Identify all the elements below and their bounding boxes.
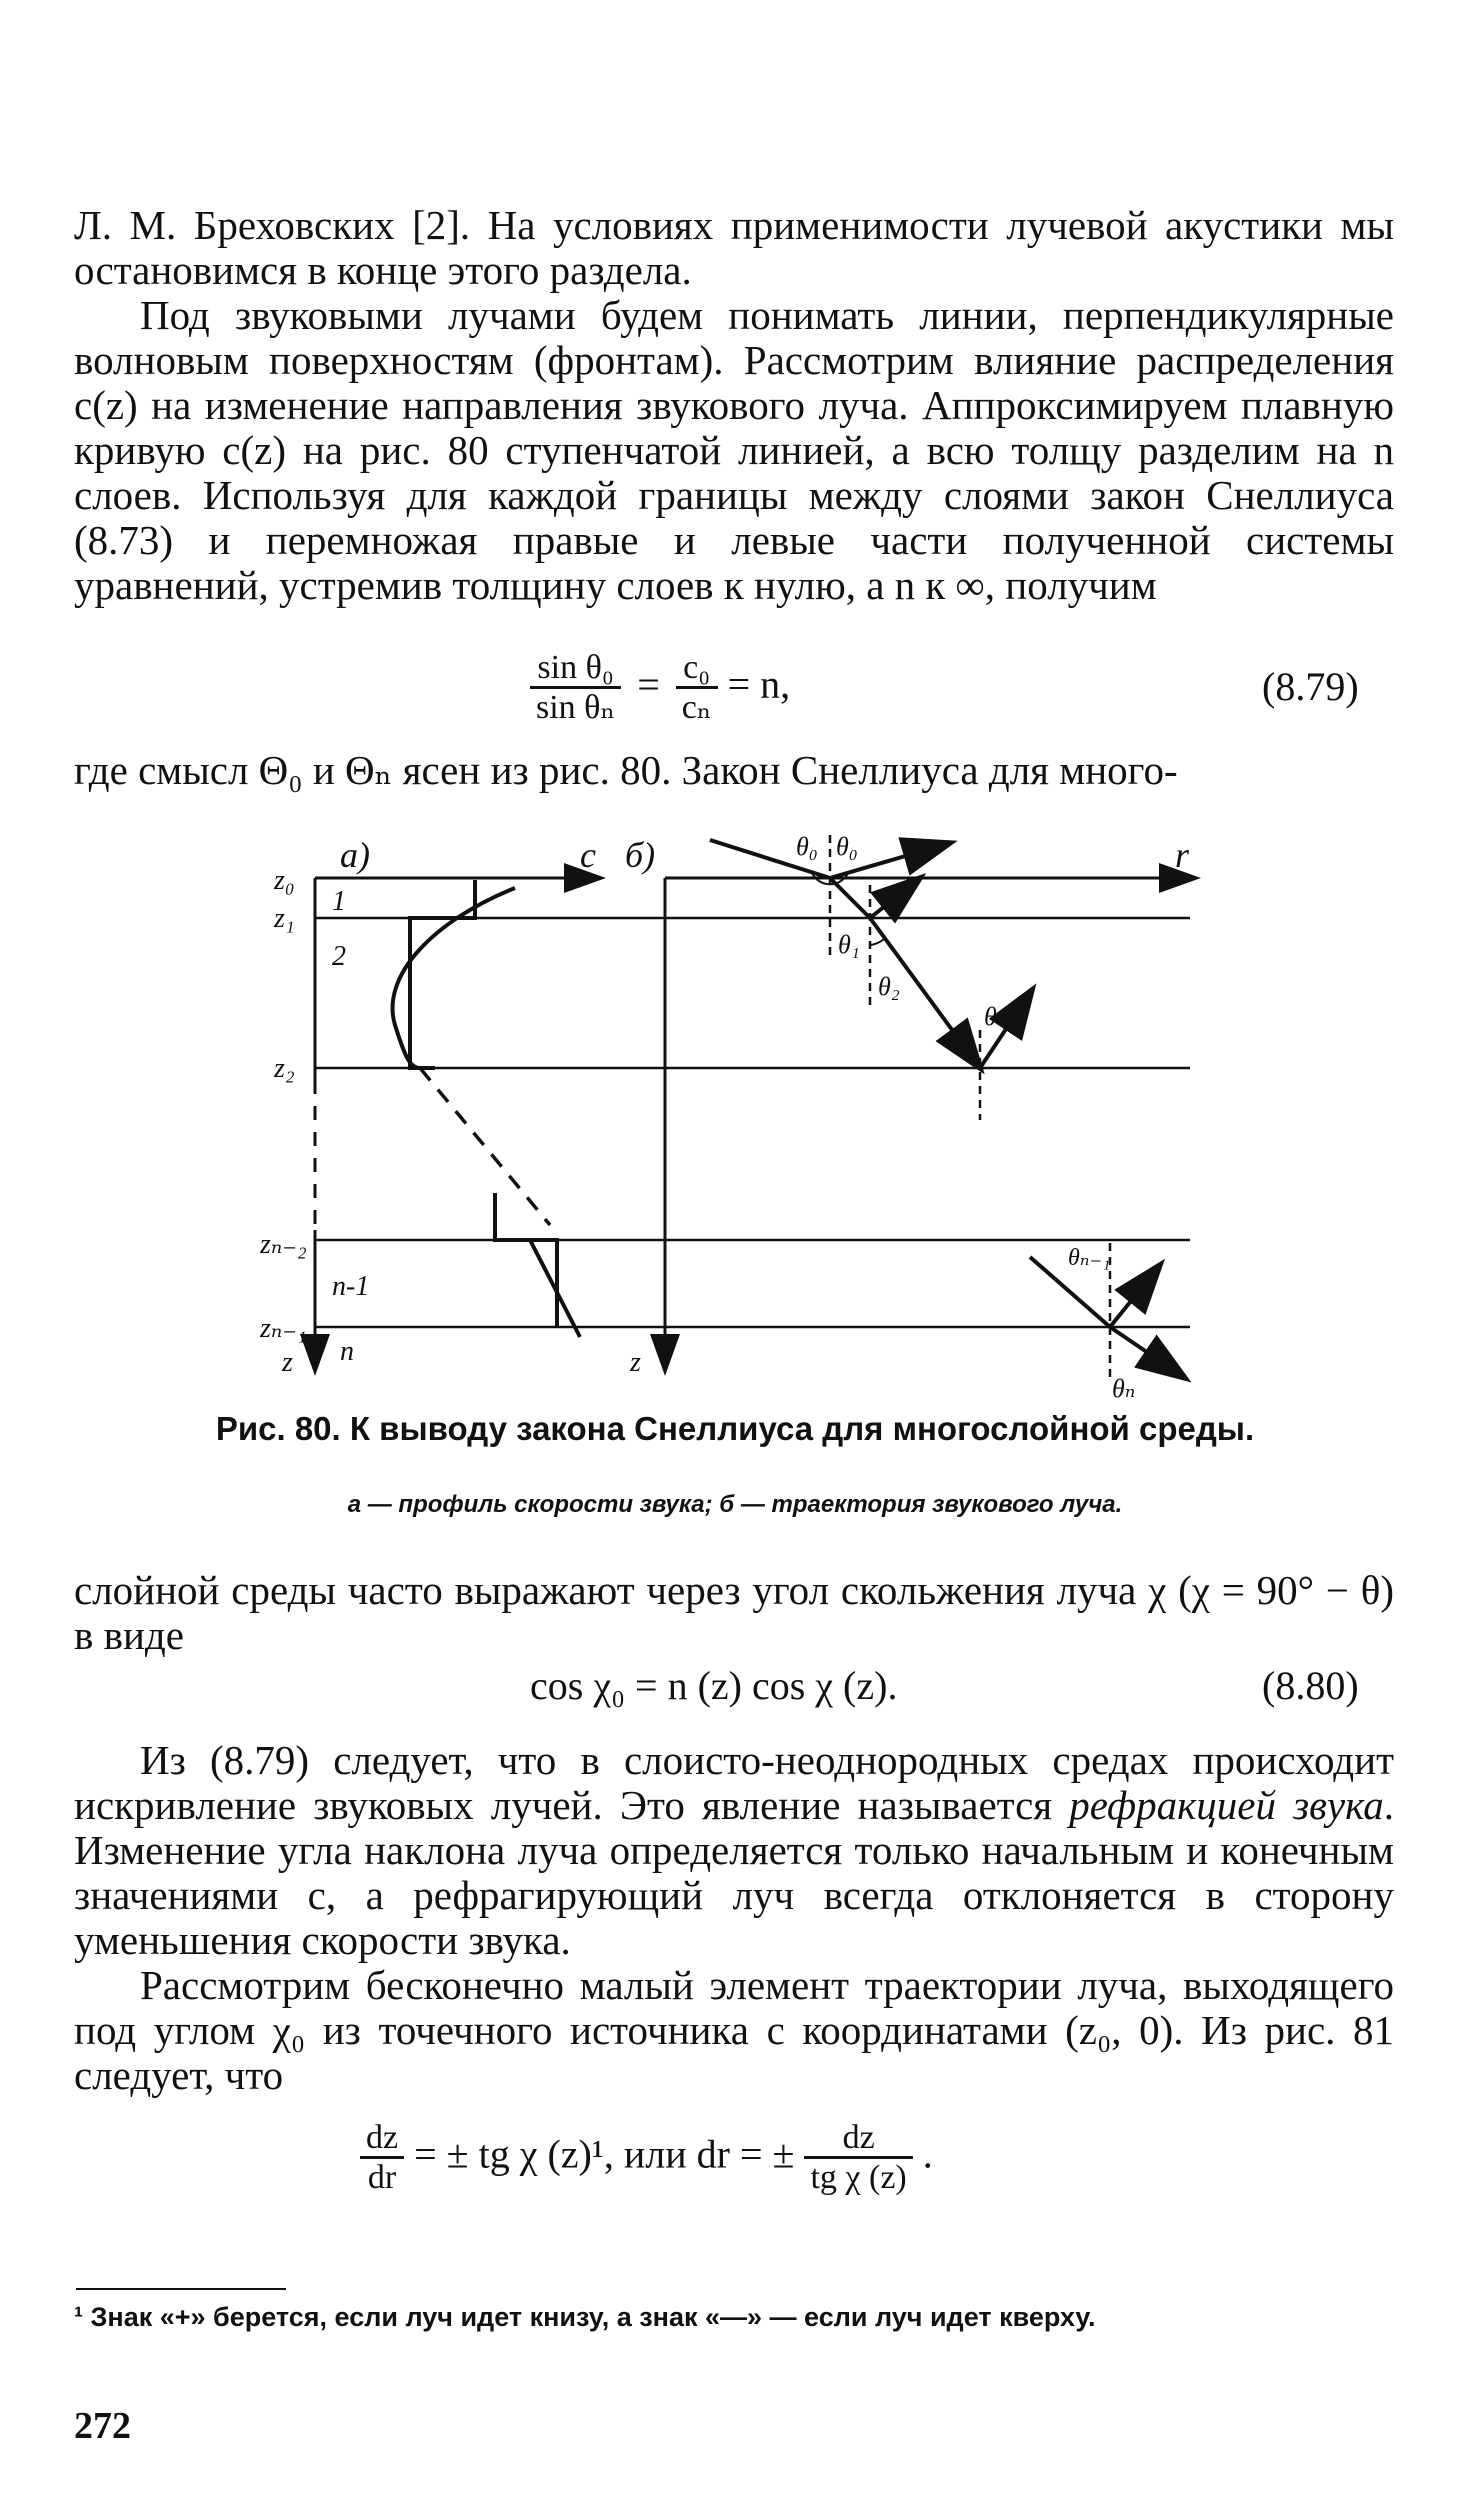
equation-8-79: $\frac{\text{sin θ₀}}{\text{sin θₙ}}$ = $\frac{\text{c₀}}{\text{cₙ}}$ = n, (530, 650, 790, 727)
label-z2: z₂ (274, 1053, 295, 1084)
step-profile-top (410, 880, 475, 1068)
paragraph-2: Под звуковыми лучами будем понимать линии, перпендикулярные волновым поверхностям (фронтам). Рассмотрим влияние распределения c(z) на изменение направления звукового луча. Аппроксимируем плавную кривую c(z) на рис. 80 ступенчатой линией, а всю толщу разделим на n слоев. Используя для каждой границы между слоями закон Снеллиуса (8.73) и перемножая правые и левые части полученной системы уравнений, устремив толщину слоев к нулю, а n к ∞, получим (74, 292, 1394, 608)
frac-numerator: sin θ₀ (530, 650, 621, 689)
ray-n-refracted (1110, 1327, 1185, 1378)
equation-number: (8.79) (1262, 664, 1359, 709)
reflected-ray-1 (870, 878, 920, 918)
equation-number-8-80: (8.80) (1262, 1663, 1359, 1708)
paragraph-3: где смысл Θ₀ и Θₙ ясен из рис. 80. Закон Снеллиуса для много- (74, 747, 1178, 793)
frac-numerator: c₀ (676, 650, 718, 689)
panel-a-label: a) (340, 835, 370, 875)
equation-dz-dr (360, 2120, 933, 2197)
page-number: 272 (74, 2405, 131, 2447)
fraction-dz-tg (804, 2120, 912, 2197)
layer-n-label: n (340, 1336, 354, 1367)
frac-numerator: dz (360, 2120, 404, 2159)
velocity-curve-dashed (420, 1068, 550, 1225)
figure-caption: Рис. 80. К выводу закона Снеллиуса для многослойной среды. (215, 1410, 1255, 1447)
label-zn2: zₙ₋₂ (260, 1229, 307, 1260)
theta-label: θ (984, 1002, 997, 1031)
frac-denominator: sin θₙ (536, 689, 616, 726)
theta0-label-left: θ₀ (796, 832, 818, 861)
panel-b-label: б) (625, 835, 656, 875)
term-refraction: рефракцией звука (1069, 1782, 1384, 1828)
theta2-label: θ₂ (878, 972, 900, 1001)
axis-c-label: c (580, 835, 596, 875)
frac-denominator: tg χ (z) (810, 2159, 907, 2196)
layer-n1-label: n-1 (332, 1271, 370, 1302)
paragraph-5 (74, 1738, 1394, 1963)
label-zn1: zₙ₋₁ (260, 1313, 307, 1344)
footnote: ¹ Знак «+» берется, если луч идет книзу, а знак «—» — если луч идет кверху. (74, 2302, 1096, 2332)
label-z1: z₁ (274, 903, 295, 934)
theta-n1-label: θₙ₋₁ (1068, 1245, 1111, 1271)
paragraph-1: Л. М. Бреховских [2]. На условиях применимости лучевой акустики мы остановимся в конце этого раздела. (74, 202, 1394, 293)
equation-end: . (922, 2131, 933, 2177)
fraction-sin (530, 650, 621, 727)
theta0-label-right: θ₀ (836, 832, 858, 861)
footnote-separator (76, 2288, 286, 2290)
equation-8-80: cos χ₀ = n (z) cos χ (z). (530, 1663, 898, 1708)
paragraph-5-text-end: . Изменение угла наклона луча определяется только начальным и конечным значениями c, а рефрагирующий луч всегда отклоняется в сторону уменьшения скорости звука. (74, 1782, 1394, 1963)
ray-n1-reflected (1110, 1265, 1160, 1327)
theta1-label: θ₁ (838, 930, 860, 959)
figure-caption-legend: а — профиль скорости звука; б — траектория звукового луча. (347, 1491, 1123, 1518)
axis-r-label: r (1175, 835, 1190, 875)
equation-rhs: = n, (727, 661, 791, 707)
fraction-c (676, 650, 718, 727)
layer-2-label: 2 (332, 941, 346, 972)
step-profile-bottom (495, 1193, 557, 1327)
fraction-dz-dr (360, 2120, 404, 2197)
frac-denominator: dr (367, 2159, 397, 2196)
theta-n-label: θₙ (1112, 1374, 1136, 1403)
label-z-b: z (630, 1347, 641, 1378)
figure-80 (260, 825, 1220, 1405)
paragraph-5-text: Из (8.79) следует, что в слоисто-неоднородных средах происходит искривление звуковых лучей. Это явление называется (74, 1737, 1394, 1828)
equation-middle: = ± tg χ (z)¹, или dr = ± (414, 2131, 795, 2177)
frac-numerator: dz (804, 2120, 912, 2159)
layer-1-label: 1 (332, 886, 346, 917)
frac-denominator: cₙ (681, 689, 712, 726)
label-z0: z₀ (274, 865, 295, 896)
label-z: z (282, 1347, 293, 1378)
paragraph-6: Рассмотрим бесконечно малый элемент траектории луча, выходящего под углом χ₀ из точечного источника с координатами (z₀, 0). Из рис. 81 следует, что (74, 1962, 1394, 2098)
paragraph-4: слойной среды часто выражают через угол скольжения луча χ (χ = 90° − θ) в виде (74, 1567, 1394, 1658)
